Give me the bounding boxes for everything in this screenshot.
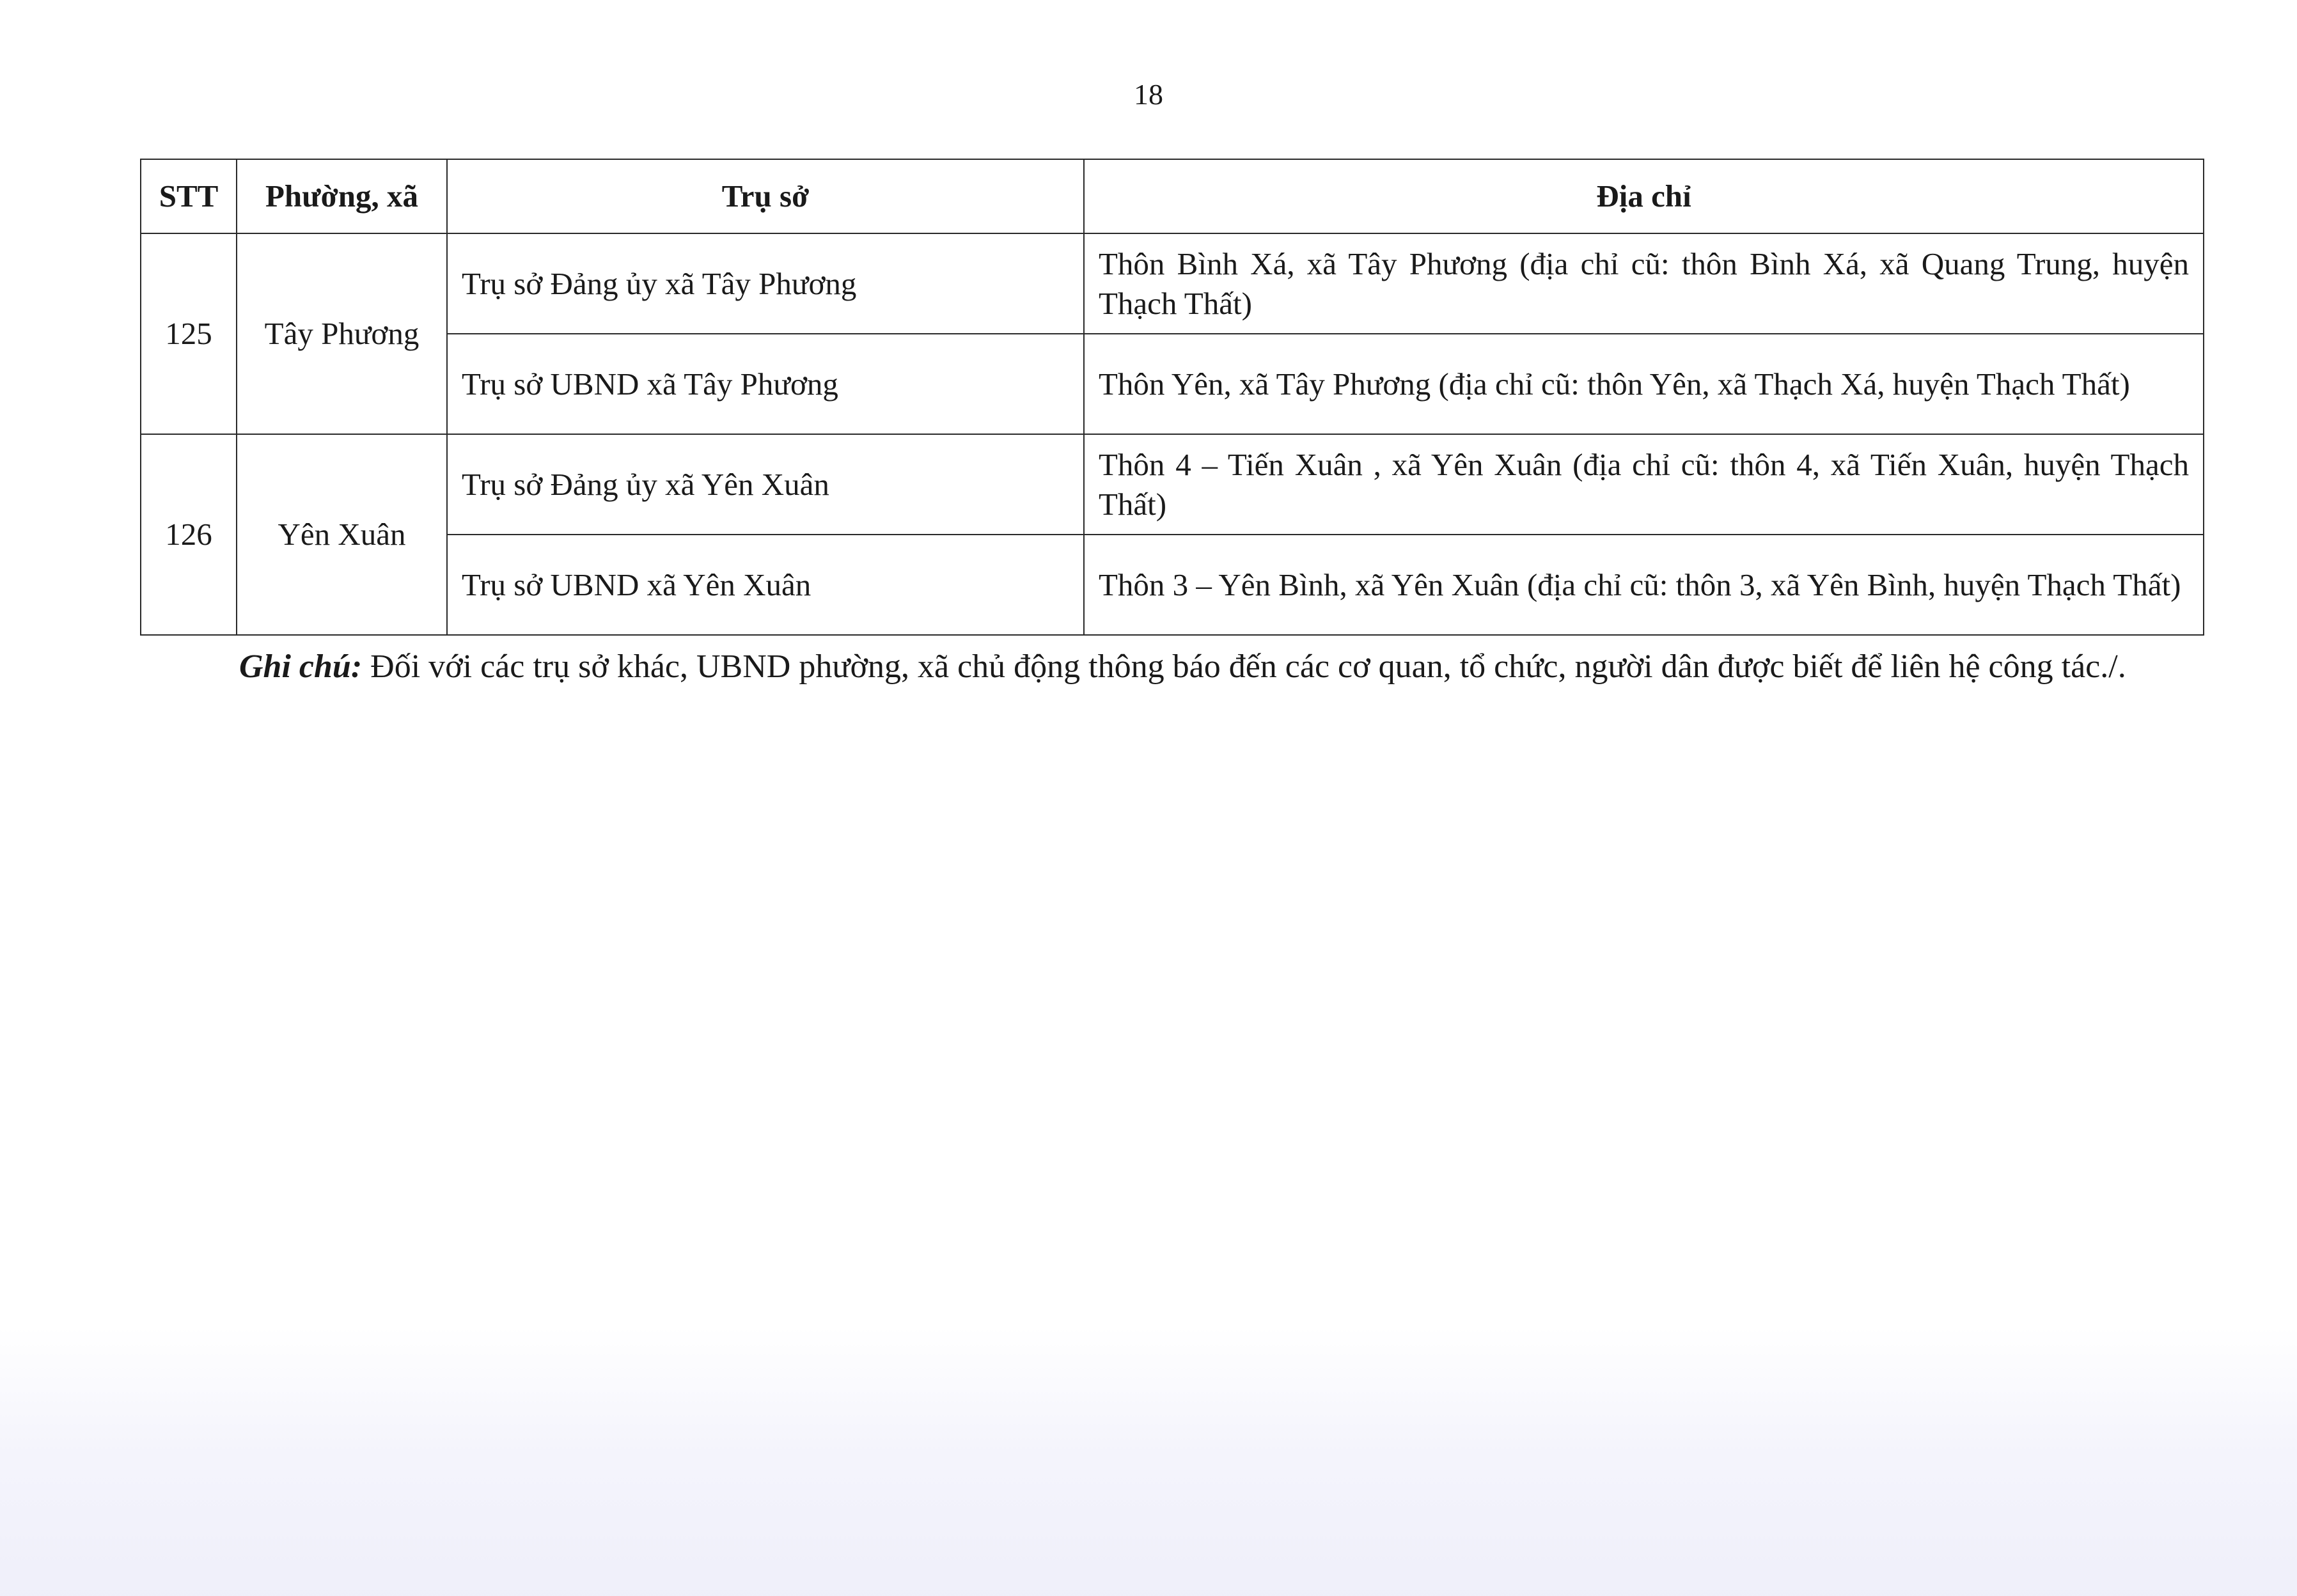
header-office: Trụ sở [447,159,1084,233]
office-cell: Trụ sở Đảng ủy xã Tây Phương [447,233,1084,334]
stt-cell: 126 [141,434,237,635]
footnote-text: Đối với các trụ sở khác, UBND phường, xã chủ động thông báo đến các cơ quan, tổ chức, người dân được biết để liên hệ công tác./. [362,648,2126,685]
office-cell: Trụ sở UBND xã Yên Xuân [447,535,1084,635]
table-row [141,233,2204,334]
page-number: 18 [1134,78,1163,111]
footnote [140,645,2154,689]
table-header-row [141,159,2204,233]
stt-cell: 125 [141,233,237,434]
address-cell: Thôn 4 – Tiến Xuân , xã Yên Xuân (địa chỉ cũ: thôn 4, xã Tiến Xuân, huyện Thạch Thất) [1084,434,2204,535]
header-address: Địa chỉ [1084,159,2204,233]
table-row [141,334,2204,434]
office-cell: Trụ sở Đảng ủy xã Yên Xuân [447,434,1084,535]
table-row [141,535,2204,635]
header-stt: STT [141,159,237,233]
footnote-label: Ghi chú: [239,648,363,685]
table-row [141,434,2204,535]
ward-cell: Yên Xuân [237,434,447,635]
scan-shadow [0,1327,2297,1596]
address-cell: Thôn Bình Xá, xã Tây Phương (địa chỉ cũ: thôn Bình Xá, xã Quang Trung, huyện Thạch Thất) [1084,233,2204,334]
header-ward: Phường, xã [237,159,447,233]
offices-table [140,159,2204,636]
address-cell: Thôn 3 – Yên Bình, xã Yên Xuân (địa chỉ cũ: thôn 3, xã Yên Bình, huyện Thạch Thất) [1084,535,2204,635]
office-cell: Trụ sở UBND xã Tây Phương [447,334,1084,434]
address-cell: Thôn Yên, xã Tây Phương (địa chỉ cũ: thôn Yên, xã Thạch Xá, huyện Thạch Thất) [1084,334,2204,434]
ward-cell: Tây Phương [237,233,447,434]
